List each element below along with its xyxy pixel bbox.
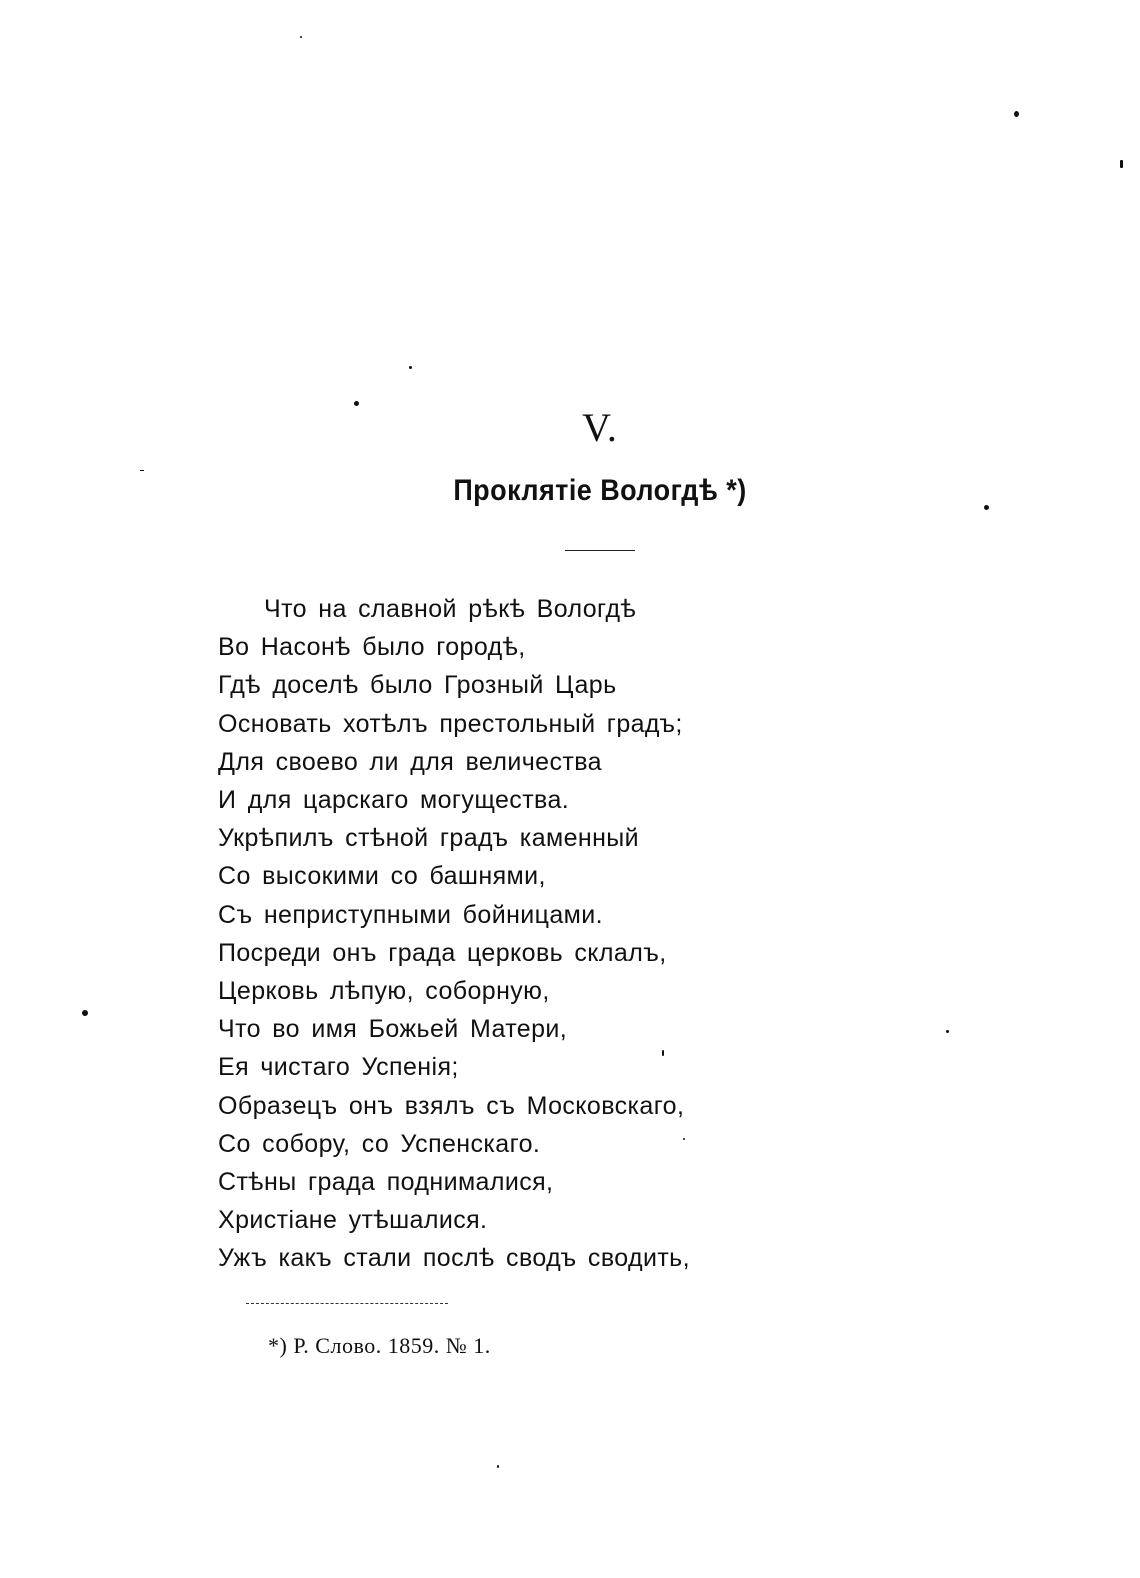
scan-speck xyxy=(300,36,302,38)
poem-line: И для царскаго могущества. xyxy=(218,786,570,815)
footnote-divider xyxy=(246,1303,448,1304)
poem-line: Во Насонѣ было городѣ, xyxy=(218,633,526,662)
poem-title: Проклятіе Вологдѣ *) xyxy=(453,474,747,507)
footnote: *) Р. Слово. 1859. № 1. xyxy=(268,1333,491,1358)
poem-line: Ея чистаго Успенія; xyxy=(218,1053,459,1082)
title-divider xyxy=(565,550,635,551)
poem-line: Что во имя Божьей Матери, xyxy=(218,1015,568,1044)
poem-line: Стѣны града поднималися, xyxy=(218,1168,554,1197)
scan-speck xyxy=(354,401,359,406)
poem-line: Образецъ онъ взялъ съ Московскаго, xyxy=(218,1091,685,1120)
poem-line: Ужъ какъ стали послѣ сводъ сводить, xyxy=(218,1244,690,1273)
poem-line: Съ неприступными бойницами. xyxy=(218,900,603,929)
poem-line: Гдѣ доселѣ было Грозный Царь xyxy=(218,671,617,700)
chapter-number: V. xyxy=(582,405,618,450)
poem-line: Со высокими со башнями, xyxy=(218,862,546,891)
poem-line: Укрѣпилъ стѣной градъ каменный xyxy=(218,824,640,853)
poem-line: Христіане утѣшалися. xyxy=(218,1206,488,1235)
scan-speck xyxy=(984,505,989,510)
scan-speck xyxy=(140,470,144,471)
scan-speck xyxy=(409,366,412,369)
scan-speck xyxy=(1120,160,1123,168)
scan-speck xyxy=(683,1138,685,1140)
poem-body xyxy=(218,590,778,1278)
scan-speck xyxy=(497,1465,499,1468)
poem-line: Посреди онъ града церковь склалъ, xyxy=(218,938,667,967)
poem-line: Со собору, со Успенскаго. xyxy=(218,1129,541,1158)
scan-speck xyxy=(1014,111,1019,117)
poem-line: Основать хотѣлъ престольный градъ; xyxy=(218,709,683,738)
poem-line: Церковь лѣпую, соборную, xyxy=(218,977,550,1006)
scan-speck xyxy=(82,1010,88,1016)
scan-speck xyxy=(662,1050,664,1056)
scan-speck xyxy=(946,1030,949,1033)
poem-line: Что на славной рѣкѣ Вологдѣ xyxy=(264,595,637,623)
poem-line: Для своево ли для величества xyxy=(218,747,602,776)
